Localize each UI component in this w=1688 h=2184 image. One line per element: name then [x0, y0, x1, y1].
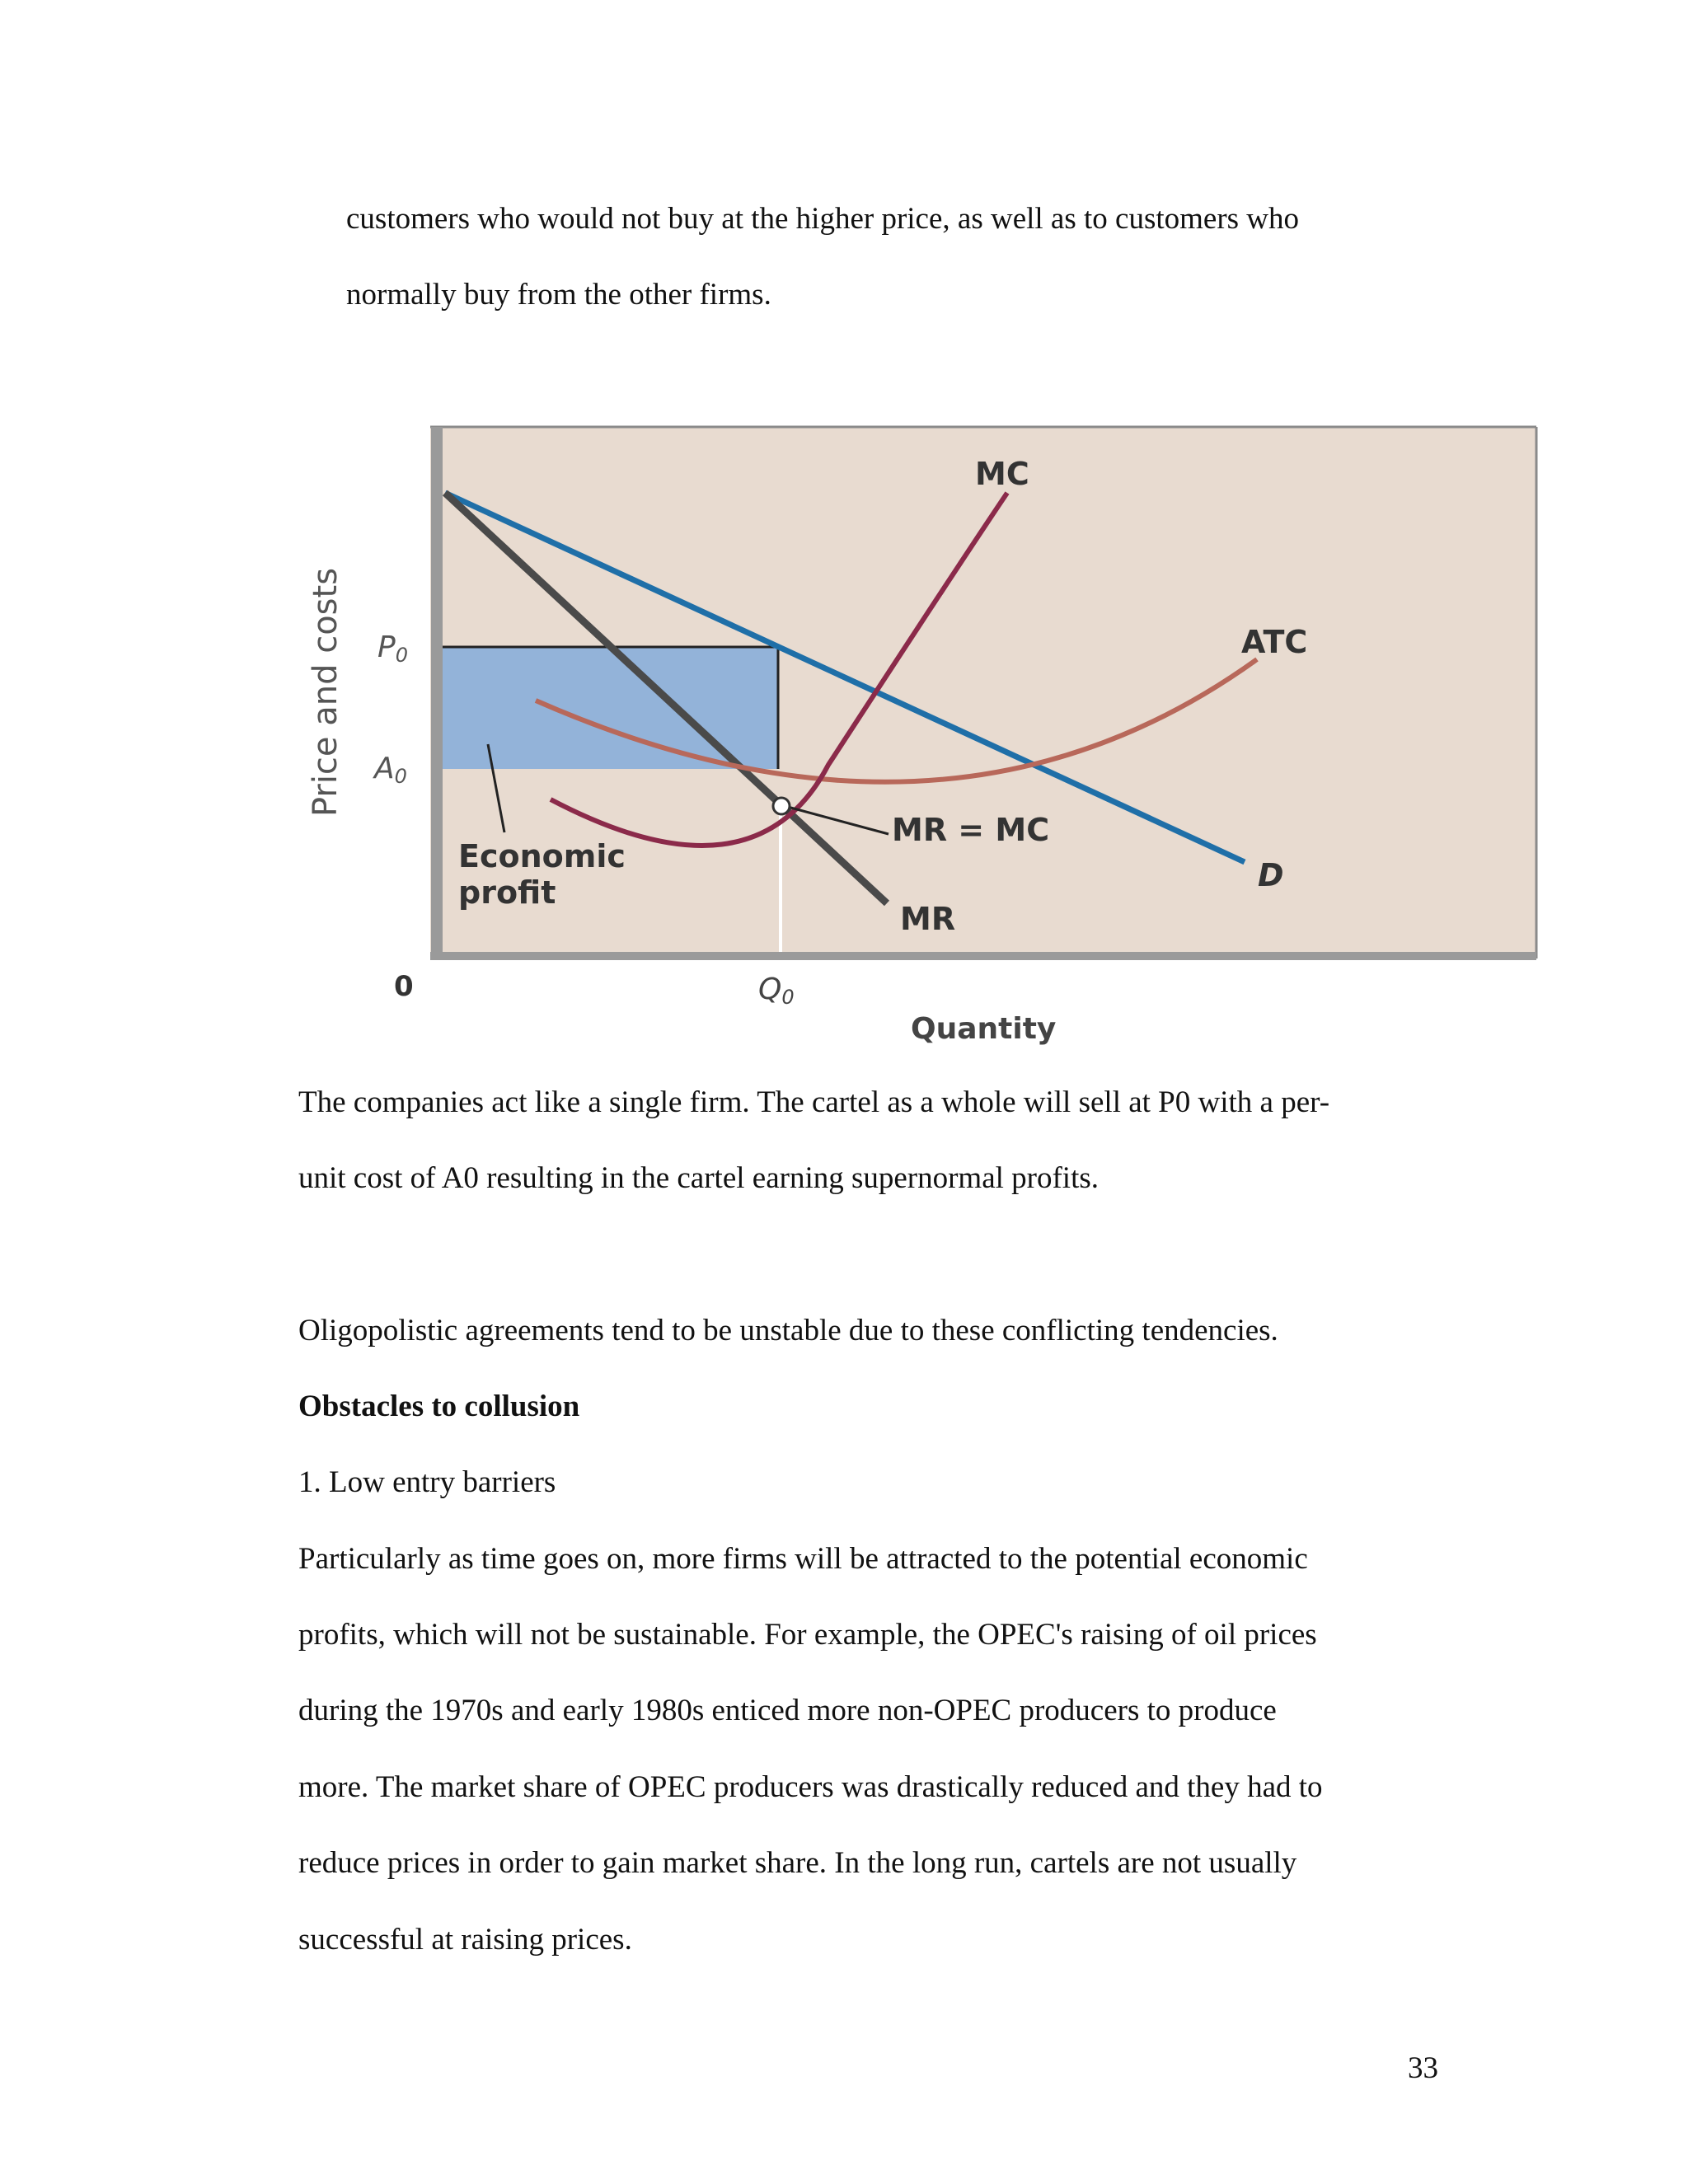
after-fig-line-1: The companies act like a single firm. The cartel as a whole will sell at P0 with a per-: [298, 1085, 1330, 1119]
body-line-4: more. The market share of OPEC producers was drastically reduced and they had to: [298, 1770, 1323, 1804]
body-line-6: successful at raising prices.: [298, 1923, 632, 1957]
p0-label: P0: [377, 630, 408, 667]
d-label: D: [1258, 857, 1284, 893]
intro-line-1: customers who would not buy at the higher price, as well as to customers who: [346, 202, 1300, 236]
after-fig-line-2: unit cost of A0 resulting in the cartel earning supernormal profits.: [298, 1161, 1100, 1195]
a0-label: A0: [374, 752, 407, 788]
mr-eq-mc-label: MR = MC: [892, 812, 1050, 848]
economic-profit-label-1: Economic: [458, 838, 626, 874]
section-heading: Obstacles to collusion: [298, 1390, 580, 1423]
intro-line-2: normally buy from the other firms.: [346, 278, 771, 312]
y-axis-label: Price and costs: [307, 567, 345, 818]
x-axis-label: Quantity: [911, 1012, 1057, 1046]
mr-mc-point: [773, 798, 790, 814]
economic-profit-label-2: profit: [458, 874, 556, 911]
q0-label: Q0: [758, 972, 795, 1009]
cartel-diagram: [0, 0, 1688, 1071]
body-line-5: reduce prices in order to gain market share. In the long run, cartels are not usually: [298, 1846, 1297, 1880]
mr-label: MR: [900, 901, 956, 937]
origin-label: 0: [394, 970, 414, 1003]
unstable-paragraph: Oligopolistic agreements tend to be unstable due to these conflicting tendencies.: [298, 1314, 1278, 1347]
page-number: 33: [1408, 2051, 1438, 2085]
body-line-3: during the 1970s and early 1980s enticed more non-OPEC producers to produce: [298, 1694, 1277, 1727]
mc-label: MC: [975, 456, 1029, 492]
body-line-1: Particularly as time goes on, more firms will be attracted to the potential economic: [298, 1542, 1308, 1576]
atc-label: ATC: [1241, 624, 1308, 660]
body-line-2: profits, which will not be sustainable. For example, the OPEC's raising of oil prices: [298, 1618, 1317, 1652]
list-item-1: 1. Low entry barriers: [298, 1465, 556, 1499]
